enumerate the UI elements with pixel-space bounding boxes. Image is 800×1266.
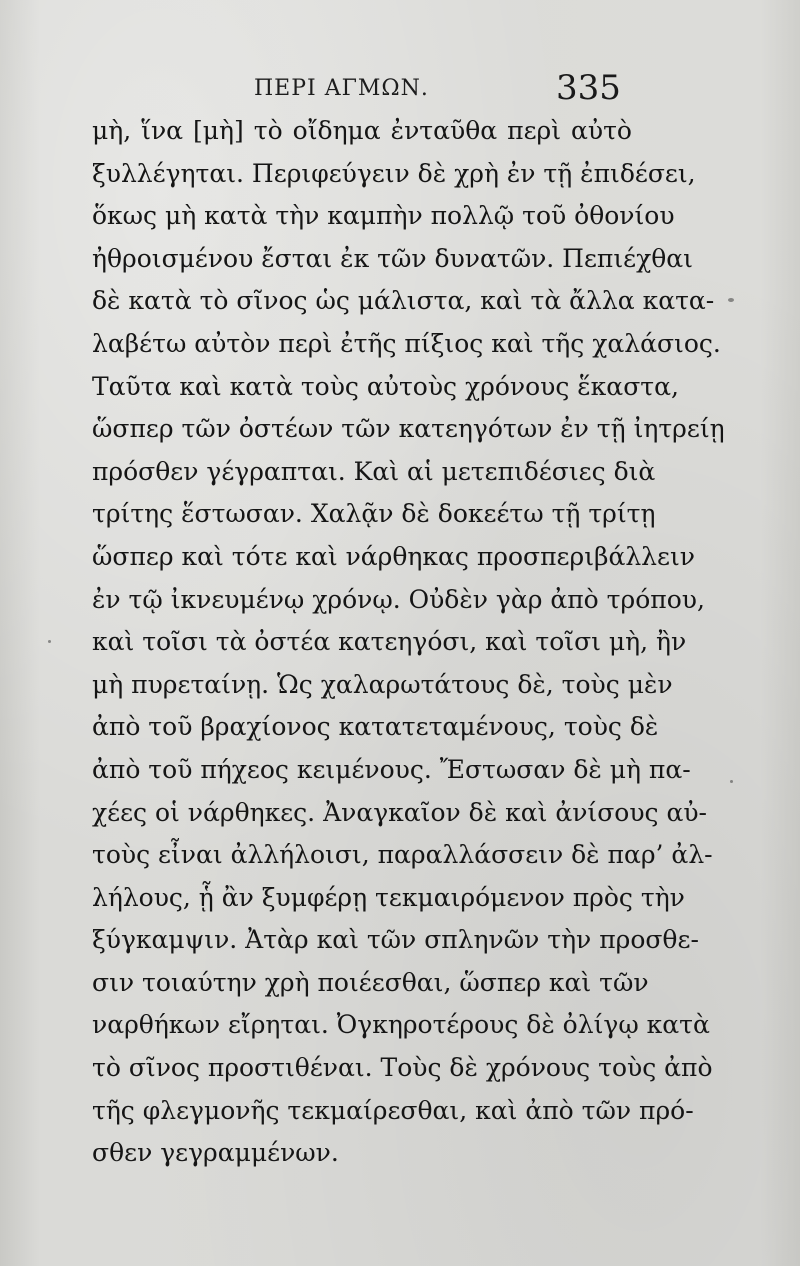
text-line: ὅκως μὴ κατὰ τὴν καμπὴν πολλῷ τοῦ ὀθονίου xyxy=(92,201,675,231)
text-line: ἐν τῷ ἰκνευμένῳ χρόνῳ. Οὐδὲν γὰρ ἀπὸ τρόπου, xyxy=(92,584,705,614)
paper-speck xyxy=(730,780,733,783)
text-line: τρίτης ἕστωσαν. Χαλᾷν δὲ δοκεέτω τῇ τρίτῃ xyxy=(92,499,656,529)
text-line: ὥσπερ τῶν ὀστέων τῶν κατεηγότων ἐν τῇ ἰητρείῃ xyxy=(92,414,725,444)
text-line: καὶ τοῖσι τὰ ὀστέα κατεηγόσι, καὶ τοῖσι μὴ, ἢν xyxy=(92,627,687,657)
text-line: ἀπὸ τοῦ πήχεος κειμένους. Ἔστωσαν δὲ μὴ πα- xyxy=(92,754,691,784)
text-line: λήλους, ᾗ ἂν ξυμφέρῃ τεκμαιρόμενον πρὸς τὴν xyxy=(92,882,685,912)
text-line: δὲ κατὰ τὸ σῖνος ὡς μάλιστα, καὶ τὰ ἄλλα κατα- xyxy=(92,286,715,316)
text-line: χέες οἱ νάρθηκες. Ἀναγκαῖον δὲ καὶ ἀνίσους αὐ- xyxy=(92,797,708,827)
body-text xyxy=(92,110,725,1175)
text-line: ἠθροισμένου ἔσται ἐκ τῶν δυνατῶν. Πεπιέχθαι xyxy=(92,243,693,273)
text-line: τοὺς εἶναι ἀλλήλοισι, παραλλάσσειν δὲ παρ’ ἀλ- xyxy=(92,840,713,870)
text-line: πρόσθεν γέγραπται. Καὶ αἱ μετεπιδέσιες διὰ xyxy=(92,456,656,486)
text-line: ξύγκαμψιν. Ἀτὰρ καὶ τῶν σπληνῶν τὴν προσθε- xyxy=(92,925,699,955)
text-line: ὥσπερ καὶ τότε καὶ νάρθηκας προσπεριβάλλειν xyxy=(92,541,695,571)
text-line: μὴ, ἵνα [μὴ] τὸ οἴδημα ἐνταῦθα περὶ αὐτὸ xyxy=(92,116,632,145)
text-line: τὸ σῖνος προστιθέναι. Τοὺς δὲ χρόνους τοὺς ἀπὸ xyxy=(92,1053,713,1083)
text-line: Ταῦτα καὶ κατὰ τοὺς αὐτοὺς χρόνους ἕκαστα, xyxy=(92,371,679,401)
text-line: μὴ πυρεταίνῃ. Ὡς χαλαρωτάτους δὲ, τοὺς μὲν xyxy=(92,669,673,699)
text-line: σθεν γεγραμμένων. xyxy=(92,1138,339,1168)
text-line: ἀπὸ τοῦ βραχίονος κατατεταμένους, τοὺς δὲ xyxy=(92,712,659,742)
text-line: ξυλλέγηται. Περιφεύγειν δὲ χρὴ ἐν τῇ ἐπιδέσει, xyxy=(92,158,696,188)
page-number: 335 xyxy=(556,68,621,108)
text-line: λαβέτω αὐτὸν περὶ ἐτῆς πίξιος καὶ τῆς χαλάσιος. xyxy=(92,328,721,358)
paper-speck xyxy=(728,298,734,302)
paper-speck xyxy=(48,640,51,643)
text-line: ναρθήκων εἴρηται. Ὀγκηροτέρους δὲ ὀλίγῳ κατὰ xyxy=(92,1010,710,1040)
text-line: σιν τοιαύτην χρὴ ποιέεσθαι, ὥσπερ καὶ τῶν xyxy=(92,967,649,997)
running-title: ΠΕΡΙ ΑΓΜΩΝ. xyxy=(254,76,429,101)
text-line: τῆς φλεγμονῆς τεκμαίρεσθαι, καὶ ἀπὸ τῶν πρό- xyxy=(92,1095,694,1125)
page-header xyxy=(0,70,800,110)
